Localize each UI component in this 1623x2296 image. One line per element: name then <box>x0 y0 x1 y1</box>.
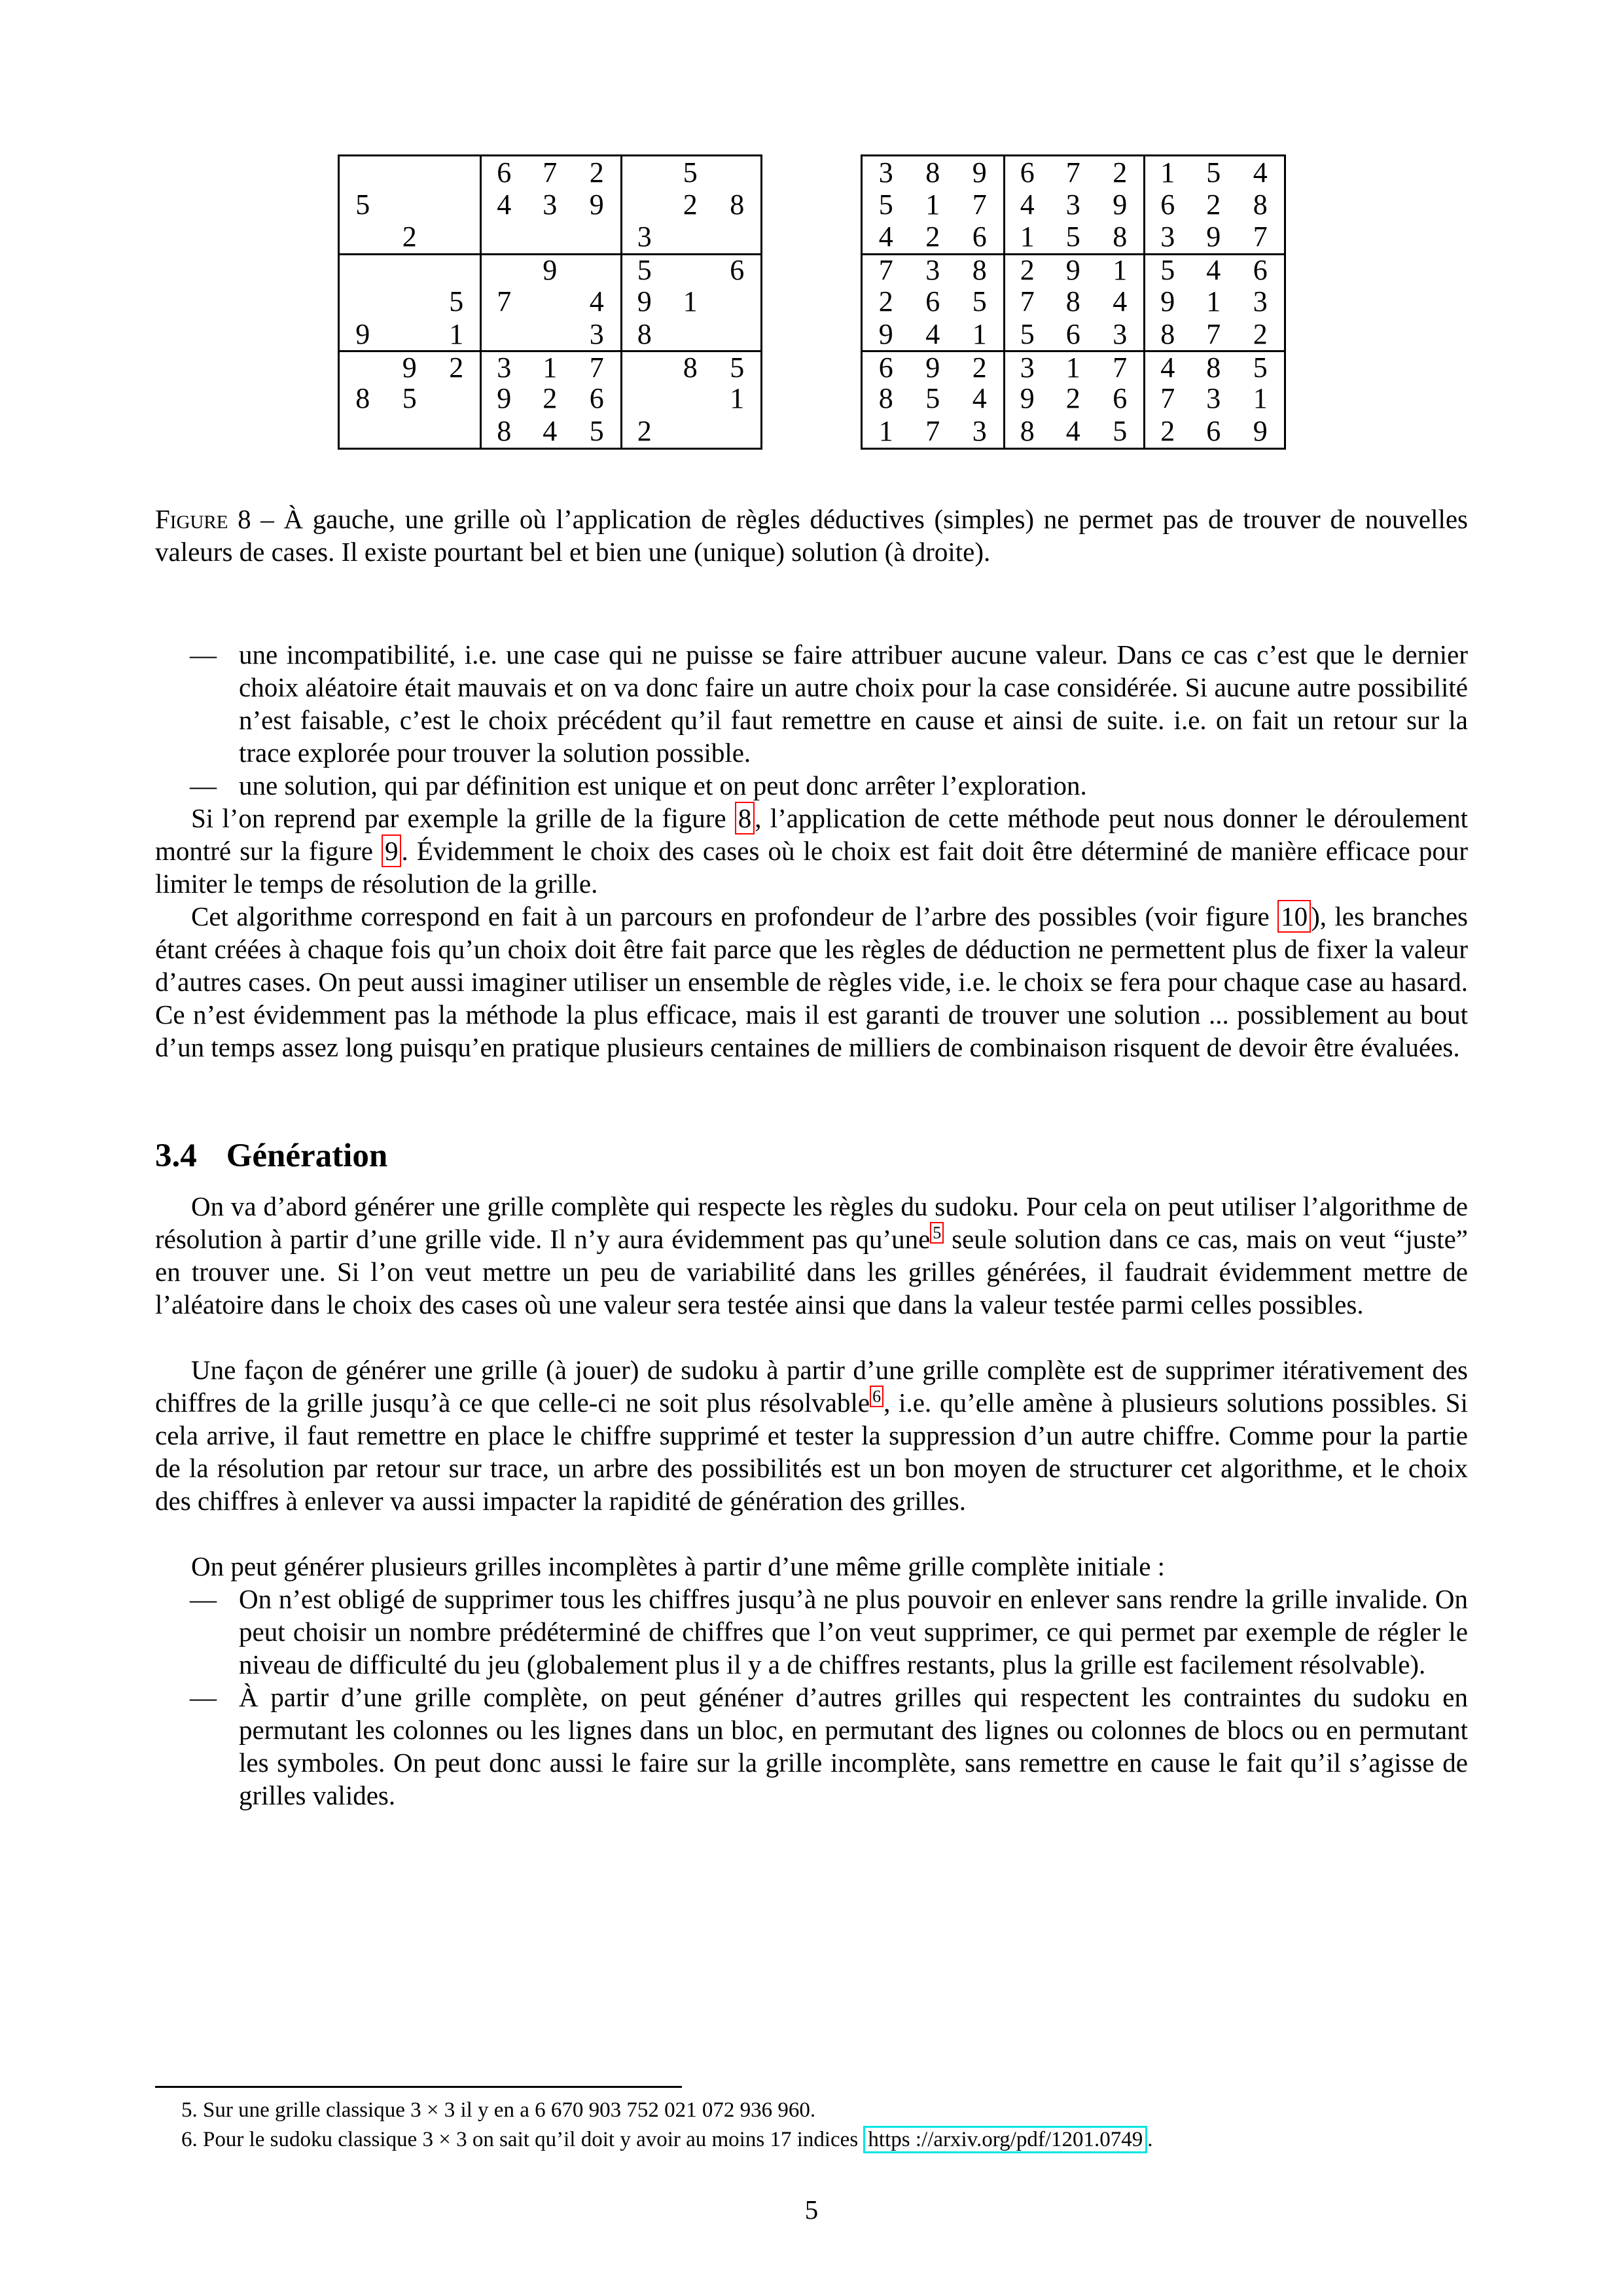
sudoku-cell: 3 <box>589 317 604 350</box>
sudoku-grid-unsolved <box>338 154 763 450</box>
sudoku-cell: 1 <box>1050 350 1097 382</box>
sudoku-cell: 3 <box>1003 350 1050 382</box>
bullet-list-outcomes <box>155 638 1468 802</box>
sudoku-cell: 8 <box>480 415 527 447</box>
sudoku-cell: 2 <box>956 350 1003 382</box>
paragraph-algorithme <box>155 900 1468 1064</box>
paragraph-intro-list <box>155 1550 1468 1583</box>
sudoku-cell: 4 <box>925 317 940 350</box>
sudoku-cell: 7 <box>1206 317 1221 350</box>
sudoku-cell: 7 <box>925 414 940 447</box>
sudoku-cell: 3 <box>1065 188 1080 221</box>
sudoku-cell: 5 <box>1206 156 1221 188</box>
footnote-6 <box>155 2125 1468 2155</box>
sudoku-cell: 2 <box>1065 382 1080 415</box>
sudoku-cell: 3 <box>878 156 893 188</box>
sudoku-cell: 7 <box>1065 156 1080 188</box>
sudoku-cell: 5 <box>1237 350 1284 382</box>
sudoku-cell: 8 <box>667 350 714 382</box>
sudoku-cell: 9 <box>355 317 370 350</box>
sudoku-cell: 3 <box>620 221 668 253</box>
footnote-number: 5. <box>181 2098 198 2122</box>
sudoku-cell: 8 <box>1003 415 1050 447</box>
paragraph-text: On va d’abord générer une grille complète qui respecte les règles du sudoku. Pour cela on peut utiliser l’algorithme de résolution à partir d’une grille vide. Il n’y aura évidemment pas qu’une <box>155 1191 1468 1254</box>
figure-ref-9-link[interactable]: 9 <box>382 834 402 867</box>
sudoku-cell: 6 <box>714 253 761 285</box>
sudoku-cell: 9 <box>972 156 987 188</box>
footnote-ref-6-link[interactable]: 6 <box>870 1386 883 1407</box>
sudoku-cell: 1 <box>449 317 464 350</box>
sudoku-cell: 5 <box>355 188 370 221</box>
sudoku-cell <box>433 415 480 447</box>
sudoku-cell <box>667 383 714 415</box>
sudoku-cell: 5 <box>925 382 940 415</box>
paragraph-text: ), les branches étant créées à chaque fois qu’un choix doit être fait parce que les règles de déduction ne permettent plus de fixer la valeur d’autres cases. On peut aussi imaginer utiliser un ensemble de règles vide, i.e. le choix se fera pour chaque case au hasard. Ce n’est évidemment pas la méthode la plus efficace, mais il est garanti de trouver une solution ... possiblement au bout d’un temps assez long puisqu’en pratique plusieurs centaines de milliers de combinaison risquent de devoir être évaluées. <box>155 901 1468 1062</box>
sudoku-cell: 1 <box>683 285 698 318</box>
list-item <box>155 1681 1468 1812</box>
sudoku-cell: 6 <box>1003 156 1050 188</box>
paragraph-text: On peut générer plusieurs grilles incomplètes à partir d’une même grille complète initiale : <box>191 1551 1166 1581</box>
sudoku-cell: 4 <box>878 221 893 253</box>
sudoku-cell <box>433 253 480 285</box>
list-item-text: une solution, qui par définition est unique et on peut donc arrêter l’exploration. <box>239 770 1087 800</box>
section-title: Génération <box>226 1138 388 1174</box>
sudoku-cell: 2 <box>1113 156 1128 188</box>
sudoku-cell: 9 <box>527 253 574 285</box>
dash-bullet: — <box>190 1682 217 1712</box>
sudoku-cell: 5 <box>1113 414 1128 447</box>
sudoku-cell: 5 <box>1143 253 1190 285</box>
sudoku-cell: 9 <box>386 350 433 382</box>
sudoku-cell <box>620 156 668 188</box>
sudoku-cell: 8 <box>1065 285 1080 318</box>
sudoku-cell <box>714 156 761 188</box>
sudoku-cell <box>433 383 480 415</box>
sudoku-cell: 9 <box>1253 414 1268 447</box>
sudoku-cell <box>620 383 668 415</box>
sudoku-cell <box>527 221 574 253</box>
footnote-5 <box>155 2096 1468 2125</box>
sudoku-cell <box>340 415 387 447</box>
list-item <box>155 638 1468 769</box>
sudoku-cell: 6 <box>480 156 527 188</box>
sudoku-cell: 4 <box>1143 350 1190 382</box>
sudoku-cell <box>480 318 527 350</box>
sudoku-cell: 7 <box>573 350 620 382</box>
sudoku-cell: 7 <box>1143 383 1190 415</box>
sudoku-cell: 2 <box>1143 415 1190 447</box>
figure-ref-8-link[interactable]: 8 <box>735 802 755 834</box>
sudoku-cell: 2 <box>1253 317 1268 350</box>
paragraph-text: Une façon de générer une grille (à jouer) de sudoku à partir d’une grille complète est de supprimer itérativement des chiffres de la grille jusqu’à ce que celle-ci ne soit plus résolvable <box>155 1355 1468 1418</box>
sudoku-cell: 2 <box>589 156 604 188</box>
sudoku-cell: 5 <box>589 414 604 447</box>
sudoku-cell: 5 <box>402 382 417 415</box>
figure-caption <box>155 503 1468 568</box>
sudoku-cell: 1 <box>1206 285 1221 318</box>
sudoku-cell: 9 <box>480 383 527 415</box>
sudoku-cell <box>340 156 387 188</box>
sudoku-cell: 9 <box>1206 221 1221 253</box>
sudoku-cell: 4 <box>1113 285 1128 318</box>
sudoku-cell: 5 <box>620 253 668 285</box>
sudoku-cell <box>340 221 387 253</box>
sudoku-cell <box>620 188 668 221</box>
paragraph-text: . Évidemment le choix des cases où le choix est fait doit être déterminé de manière efficace pour limiter le temps de résolution de la grille. <box>155 836 1468 899</box>
sudoku-cell: 5 <box>1003 318 1050 350</box>
sudoku-cell: 7 <box>1097 350 1144 382</box>
sudoku-cell: 9 <box>878 317 893 350</box>
footnote-text: Sur une grille classique 3 × 3 il y en a 6 670 903 752 021 072 936 960. <box>203 2098 816 2122</box>
sudoku-cell: 6 <box>589 382 604 415</box>
sudoku-cell <box>433 156 480 188</box>
sudoku-cell: 2 <box>878 285 893 318</box>
sudoku-cell: 7 <box>480 286 527 318</box>
sudoku-cell: 4 <box>1253 156 1268 188</box>
sudoku-cell: 8 <box>730 188 745 221</box>
sudoku-cell: 3 <box>1143 221 1190 253</box>
sudoku-cell <box>714 221 761 253</box>
sudoku-cell: 1 <box>730 382 745 415</box>
sudoku-cell: 9 <box>1143 286 1190 318</box>
sudoku-cell: 2 <box>1206 188 1221 221</box>
sudoku-cell: 1 <box>527 350 574 382</box>
sudoku-grid-solved <box>861 154 1286 450</box>
sudoku-cell: 6 <box>972 221 987 253</box>
sudoku-cell <box>573 253 620 285</box>
page-number: 5 <box>804 2195 819 2225</box>
sudoku-cell: 5 <box>1065 221 1080 253</box>
footnotes <box>155 2096 1468 2155</box>
sudoku-cell <box>340 350 387 382</box>
sudoku-cell: 1 <box>972 317 987 350</box>
sudoku-cell <box>433 188 480 221</box>
sudoku-cell: 9 <box>1050 253 1097 285</box>
sudoku-cell: 6 <box>1065 317 1080 350</box>
footnote-number: 6. <box>181 2128 198 2151</box>
dash-bullet: — <box>190 770 217 800</box>
sudoku-cell: 9 <box>910 350 957 382</box>
sudoku-cell <box>386 188 433 221</box>
sudoku-cell: 1 <box>1003 221 1050 253</box>
figure-caption-label: Figure 8 – <box>155 504 274 534</box>
sudoku-cell: 5 <box>449 285 464 318</box>
arxiv-url-link[interactable]: https ://arxiv.org/pdf/1201.0749 <box>863 2126 1147 2153</box>
sudoku-cell <box>433 221 480 253</box>
paragraph-text: seule solution dans ce cas, mais on veut “juste” en trouver une. Si l’on veut mettre un peu de variabilité dans les grilles générées, il faudrait évidemment mettre de l’aléatoire dans le choix des cases où une valeur sera testée ainsi que dans la valeur testée parmi celles possibles. <box>155 1224 1468 1319</box>
figure-8 <box>0 154 1623 450</box>
sudoku-cell: 4 <box>1190 253 1238 285</box>
sudoku-cell <box>527 286 574 318</box>
footnote-rule <box>155 2086 682 2088</box>
sudoku-cell: 3 <box>1113 317 1128 350</box>
dash-bullet: — <box>190 639 217 670</box>
paragraph-text: , i.e. qu’elle amène à plusieurs solutions possibles. Si cela arrive, il faut remettre en place le chiffre supprimé et tester la suppression d’un autre chiffre. Comme pour la partie de la résolution par retour sur trace, un arbre des possibilités est un bon moyen de structurer cet algorithme, et le choix des chiffres à enlever va aussi impacter la rapidité de génération des grilles. <box>155 1388 1468 1516</box>
sudoku-cell: 2 <box>1003 253 1050 285</box>
sudoku-cell <box>714 286 761 318</box>
paragraph-generation-2 <box>155 1354 1468 1517</box>
sudoku-cell: 5 <box>878 188 893 221</box>
sudoku-cell: 9 <box>589 188 604 221</box>
figure-caption-text: À gauche, une grille où l’application de règles déductives (simples) ne permet pas de trouver de nouvelles valeurs de cases. Il existe pourtant bel et bien une (unique) solution (à droite). <box>155 504 1469 567</box>
sudoku-cell <box>386 415 433 447</box>
sudoku-cell <box>480 253 527 285</box>
sudoku-cell: 3 <box>543 188 558 221</box>
sudoku-cell: 8 <box>878 382 893 415</box>
sudoku-cell: 8 <box>355 382 370 415</box>
sudoku-cell: 7 <box>543 156 558 188</box>
sudoku-cell: 1 <box>925 188 940 221</box>
sudoku-cell: 2 <box>402 221 417 253</box>
sudoku-cell: 4 <box>543 414 558 447</box>
sudoku-cell <box>667 415 714 447</box>
paragraph-reprend <box>155 802 1468 900</box>
paragraph-text: , l’application de cette méthode peut nous donner le déroulement montré sur la figure <box>155 803 1468 866</box>
sudoku-cell: 8 <box>1253 188 1268 221</box>
sudoku-cell: 9 <box>620 286 668 318</box>
sudoku-cell: 5 <box>972 285 987 318</box>
list-item-text: À partir d’une grille complète, on peut généner d’autres grilles qui respectent les contraintes du sudoku en permutant les colonnes ou les lignes dans un bloc, en permutant des lignes ou colonnes de blocs ou en permutant les symboles. On peut donc aussi le faire sur la grille incomplète, sans remettre en cause le fait qu’il s’agisse de grilles valides. <box>239 1682 1468 1810</box>
sudoku-cell: 7 <box>972 188 987 221</box>
sudoku-cell <box>386 318 433 350</box>
sudoku-cell <box>386 156 433 188</box>
sudoku-cell <box>714 415 761 447</box>
sudoku-cell: 2 <box>620 415 668 447</box>
list-item <box>155 1583 1468 1681</box>
sudoku-cell: 8 <box>1143 318 1190 350</box>
sudoku-cell <box>386 286 433 318</box>
sudoku-cell: 4 <box>1065 414 1080 447</box>
paragraph-generation-1 <box>155 1190 1468 1321</box>
sudoku-cell: 2 <box>925 221 940 253</box>
sudoku-cell: 6 <box>1206 414 1221 447</box>
sudoku-cell <box>667 318 714 350</box>
sudoku-cell: 1 <box>878 414 893 447</box>
sudoku-cell: 3 <box>480 350 527 382</box>
sudoku-cell: 7 <box>1253 221 1268 253</box>
sudoku-cell <box>620 350 668 382</box>
section-number: 3.4 <box>155 1138 197 1174</box>
footnote-text: Pour le sudoku classique 3 × 3 on sait qu’il doit y avoir au moins 17 indices <box>203 2128 864 2151</box>
sudoku-cell: 8 <box>925 156 940 188</box>
sudoku-cell <box>527 318 574 350</box>
sudoku-cell: 1 <box>1143 156 1190 188</box>
list-item <box>155 769 1468 802</box>
sudoku-cell: 4 <box>972 382 987 415</box>
sudoku-cell: 5 <box>714 350 761 382</box>
sudoku-cell: 3 <box>1206 382 1221 415</box>
sudoku-cell: 8 <box>1113 221 1128 253</box>
figure-ref-10-link[interactable]: 10 <box>1277 900 1311 933</box>
sudoku-cell <box>340 253 387 285</box>
sudoku-cell: 1 <box>1253 382 1268 415</box>
sudoku-cell: 6 <box>1113 382 1128 415</box>
list-item-text: une incompatibilité, i.e. une case qui ne puisse se faire attribuer aucune valeur. Dans ce cas c’est que le dernier choix aléatoire était mauvais et on va donc faire un autre choix pour la case considérée. Si aucune autre possibilité n’est faisable, c’est le choix précédent qu’il faut remettre en cause et ainsi de suite. i.e. on fait un retour sur la trace explorée pour trouver la solution possible. <box>239 639 1468 768</box>
sudoku-cell <box>340 286 387 318</box>
footnote-ref-5-link[interactable]: 5 <box>930 1222 944 1244</box>
sudoku-cell: 7 <box>863 253 910 285</box>
footnote-text: . <box>1147 2128 1153 2151</box>
sudoku-cell: 7 <box>1003 286 1050 318</box>
sudoku-cell: 2 <box>543 382 558 415</box>
sudoku-cell: 4 <box>1003 188 1050 221</box>
sudoku-cell: 8 <box>620 318 668 350</box>
sudoku-cell <box>667 253 714 285</box>
sudoku-cell <box>667 221 714 253</box>
sudoku-cell: 2 <box>683 188 698 221</box>
sudoku-cell: 9 <box>1003 383 1050 415</box>
sudoku-cell: 3 <box>1253 285 1268 318</box>
sudoku-cell: 5 <box>683 156 698 188</box>
sudoku-cell <box>573 221 620 253</box>
list-item-text: On n’est obligé de supprimer tous les chiffres jusqu’à ne plus pouvoir en enlever sans rendre la grille invalide. On peut choisir un nombre prédéterminé de chiffres que l’on veut supprimer, ce qui permet par exemple de régler le niveau de difficulté du jeu (globalement plus il y a de chiffres restants, plus la grille est facilement résolvable). <box>239 1584 1468 1679</box>
paragraph-text: Si l’on reprend par exemple la grille de la figure <box>191 803 735 833</box>
dash-bullet: — <box>190 1584 217 1614</box>
sudoku-cell <box>386 253 433 285</box>
sudoku-cell: 6 <box>1237 253 1284 285</box>
sudoku-cell: 6 <box>1143 188 1190 221</box>
sudoku-cell: 3 <box>910 253 957 285</box>
sudoku-cell: 4 <box>589 285 604 318</box>
sudoku-cell: 6 <box>925 285 940 318</box>
sudoku-cell: 9 <box>1113 188 1128 221</box>
sudoku-cell: 3 <box>972 414 987 447</box>
sudoku-cell: 8 <box>1190 350 1238 382</box>
sudoku-cell: 2 <box>433 350 480 382</box>
sudoku-cell: 4 <box>480 188 527 221</box>
sudoku-cell: 8 <box>956 253 1003 285</box>
sudoku-cell: 1 <box>1097 253 1144 285</box>
sudoku-cell: 6 <box>863 350 910 382</box>
paragraph-text: Cet algorithme correspond en fait à un parcours en profondeur de l’arbre des possibles (voir figure <box>191 901 1278 931</box>
sudoku-cell <box>480 221 527 253</box>
bullet-list-generation <box>155 1583 1468 1812</box>
section-heading-generation <box>155 1138 1468 1174</box>
sudoku-cell <box>714 318 761 350</box>
